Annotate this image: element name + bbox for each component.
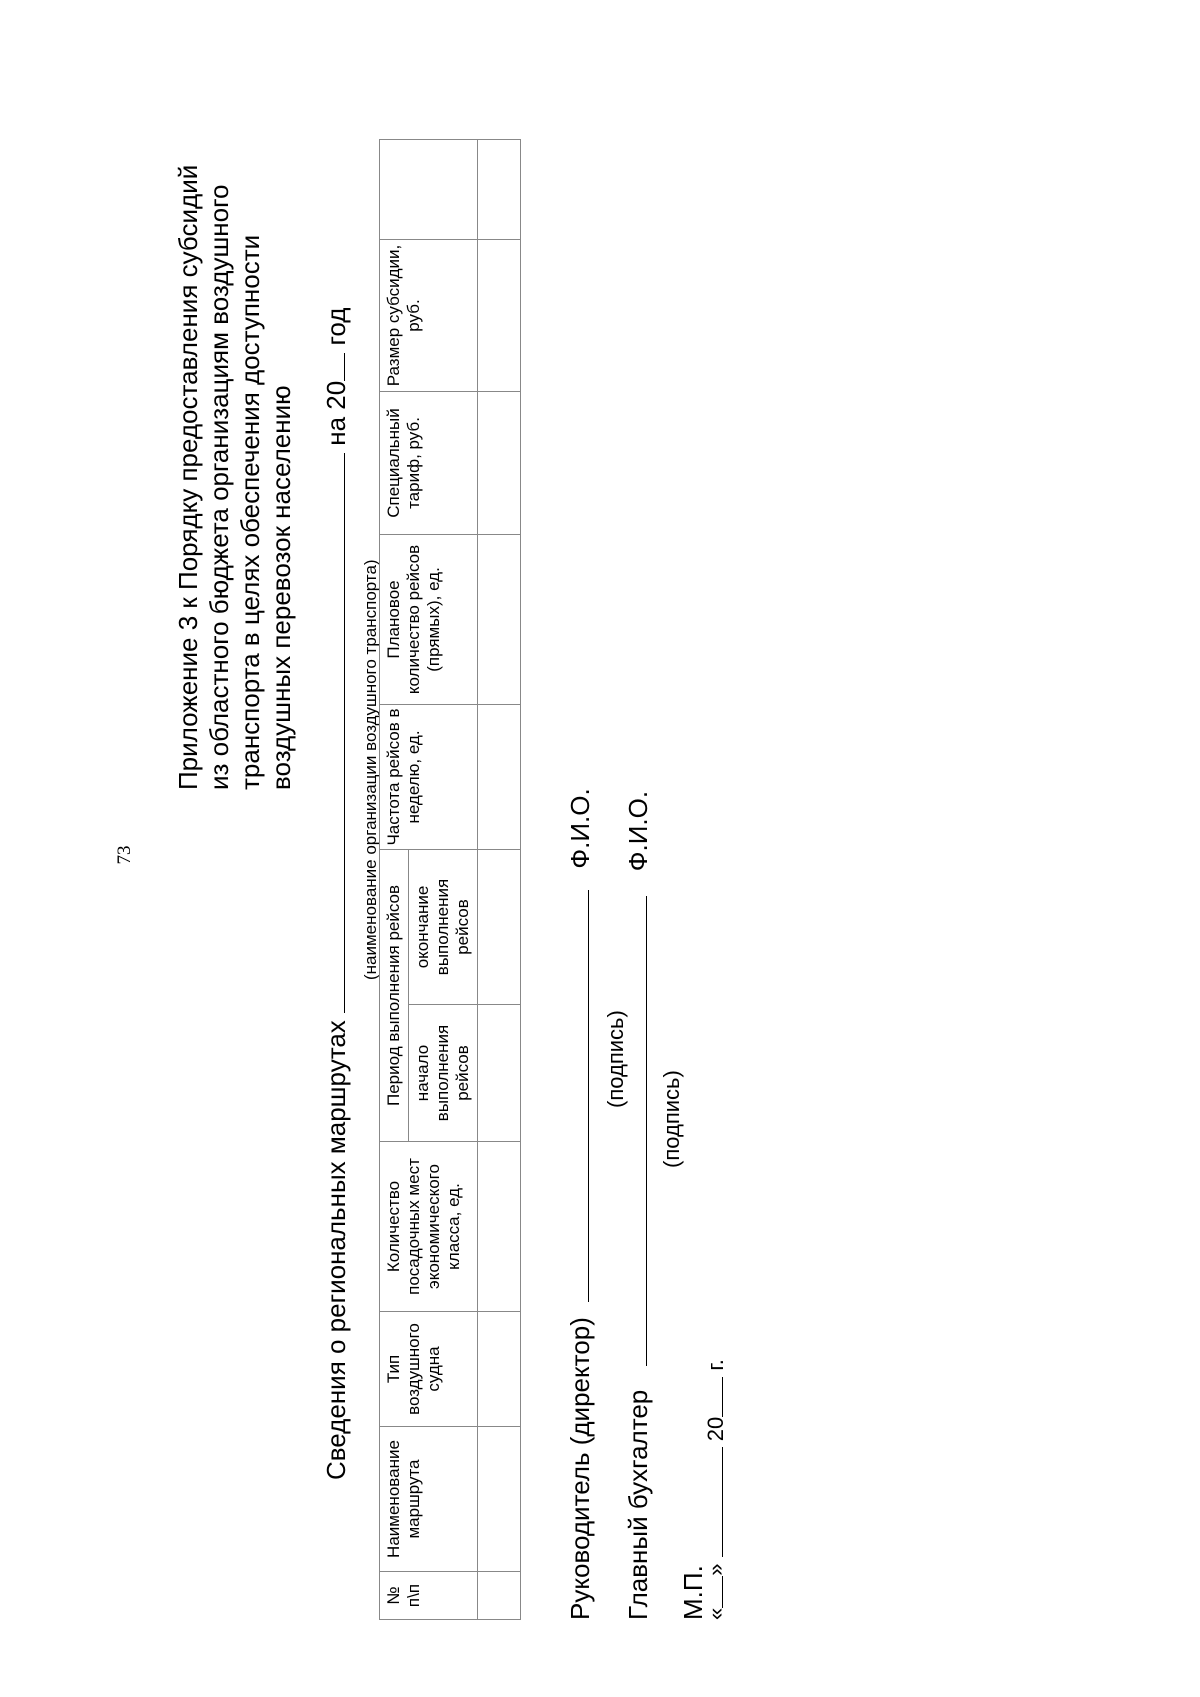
header-period-end: окончание выполнения рейсов	[409, 849, 478, 1004]
header-period-start: начало выполнения рейсов	[409, 1005, 478, 1142]
organization-caption: (наименование организации воздушного транспорта)	[361, 559, 380, 980]
heading-year-suffix: год	[321, 307, 351, 346]
date-year-prefix: 20	[703, 1416, 728, 1442]
header-seats: Количество посадочных мест экономического класса, ед.	[380, 1142, 478, 1312]
date-year-line	[722, 1377, 723, 1417]
header-route: Наименование маршрута	[380, 1427, 478, 1572]
director-label: Руководитель (директор)	[565, 1317, 595, 1620]
date-month-line	[722, 1447, 723, 1557]
date-row	[703, 1359, 729, 1620]
accountant-fio: Ф.И.О.	[623, 790, 653, 872]
accountant-signature-line	[646, 897, 647, 1367]
date-open-quote: «	[703, 1607, 728, 1620]
appendix-note: Приложение 3 к Порядку предоставления субсидий из областного бюджета организациям воздушного транспорта в целях обеспечения доступности воздушных перевозок населению	[173, 164, 296, 790]
date-day-line	[722, 1576, 723, 1608]
year-blank-line	[322, 353, 345, 381]
heading-title: Сведения о региональных маршрутах	[321, 1020, 351, 1480]
header-frequency: Частота рейсов в неделю, ед.	[380, 704, 478, 849]
header-planned-flights: Плановое количество рейсов (прямых), ед.	[380, 534, 478, 704]
date-close-quote: »	[703, 1563, 728, 1576]
table-header-row	[380, 139, 409, 1619]
header-period: Период выполнения рейсов	[380, 849, 409, 1141]
director-fio: Ф.И.О.	[565, 788, 595, 869]
heading-year-prefix: на 20	[321, 380, 351, 446]
routes-table	[379, 139, 521, 1620]
table-row	[478, 139, 521, 1619]
header-subsidy: Размер субсидии, руб.	[380, 239, 478, 391]
page-number: 73	[114, 845, 135, 865]
director-signature-row	[565, 788, 596, 1620]
accountant-signature-caption: (подпись)	[659, 1070, 684, 1168]
accountant-label: Главный бухгалтер	[623, 1389, 653, 1620]
document-heading	[321, 308, 352, 1480]
header-aircraft-type: Тип воздушного судна	[380, 1312, 478, 1427]
director-signature-caption: (подпись)	[603, 1010, 628, 1108]
accountant-signature-row	[623, 791, 654, 1620]
director-signature-line	[588, 890, 589, 1302]
organization-blank-line	[322, 453, 345, 1013]
header-num: № п\п	[380, 1572, 478, 1620]
stamp-label: М.П.	[678, 1565, 708, 1620]
document-sheet	[163, 0, 728, 1620]
header-special-tariff: Специальный тариф, руб.	[380, 391, 478, 534]
date-year-suffix: г.	[703, 1359, 728, 1371]
header-extra	[380, 139, 478, 239]
